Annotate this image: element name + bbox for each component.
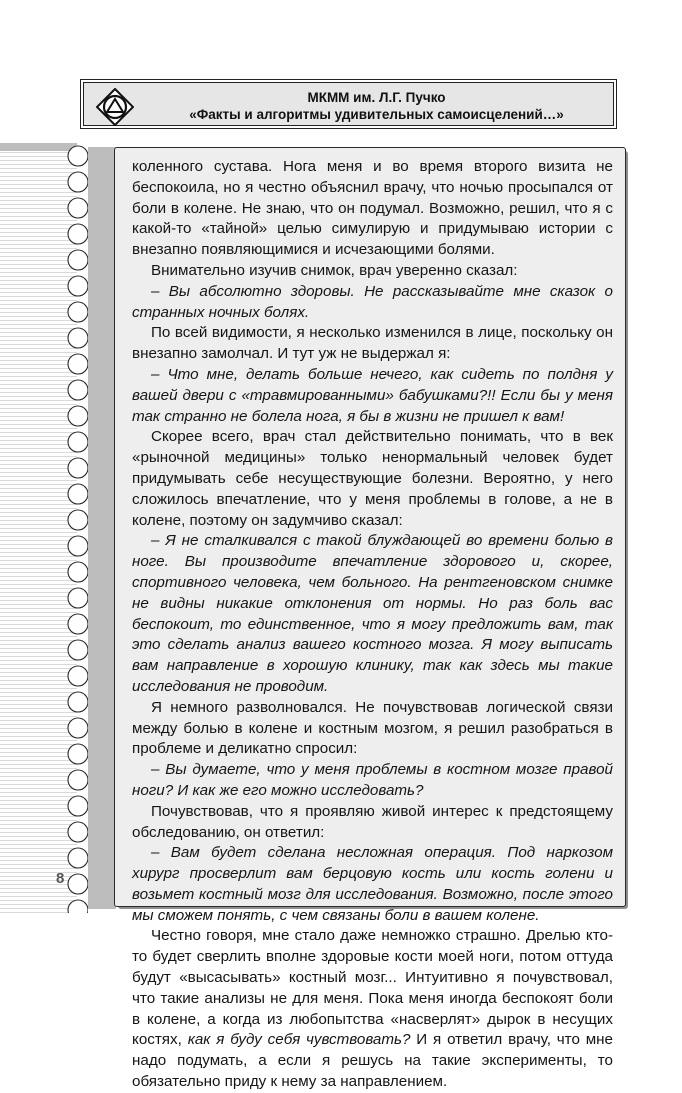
header-title: МКММ им. Л.Г. Пучко xyxy=(307,90,446,105)
paragraph-text: Честно говоря, мне стало даже немножко страшно. Дрелью кто-то будет сверлить вполне здоровые кости моей ноги, потом оттуда будут «высасывать» костный мозг... Интуитивно я почувствовал, что такие анализы не для меня. Пока меня иногда беспокоят боли в колене, а когда из любопытства «насверлят» дырок в несущих костях, xyxy=(132,927,613,1049)
paragraph: Скорее всего, врач стал действительно понимать, что в век «рыночной медицины» только ненормальный человек будет придумывать себе несуществующие болезни. Вероятно, у него сложилось впечатление, что у меня проблемы в голове, а не в колене, поэтому он задумчиво сказал: xyxy=(132,428,613,529)
page-header xyxy=(80,79,617,129)
paragraph xyxy=(132,365,613,427)
paragraph: По всей видимости, я несколько изменился в лице, поскольку он внезапно замолчал. И тут уж не выдержал я: xyxy=(132,324,613,363)
paragraph: Внимательно изучив снимок, врач уверенно сказал: xyxy=(151,261,518,279)
header-subtitle: «Факты и алгоритмы удивительных самоисцелений…» xyxy=(189,107,564,122)
dialogue-italic: – Я не сталкивался с такой блуждающей во времени болью в ноге. Вы производите впечатление здорового и, скорее, спортивного человека, чем больного. На рентгеновском снимке не видны никакие отклонения от нормы. Но раз боль вас беспокоит, то единственное, что я могу предложить вам, так это сделать анализ вашего костного мозга. Я могу выписать вам направление в хорошую клинику, так как здесь мы такие исследования не проводим. xyxy=(132,532,613,695)
paragraph xyxy=(132,282,613,324)
dialogue-italic: – Что мне, делать больше нечего, как сидеть по полдня у вашей двери с «травмированными» бабушками?!! Если бы у меня так странно не болела нога, я бы в жизни не пришел к вам! xyxy=(132,365,613,425)
paragraph: Почувствовав, что я проявляю живой интерес к предстоящему обследованию, он ответил: xyxy=(132,802,613,841)
dialogue-italic: – Вам будет сделана несложная операция. Под наркозом хирург просверлит вам берцовую кость или кость голени и возьмет костный мозг для исследования. Возможно, после этого мы сможем понять, с чем связаны боли в вашем колене. xyxy=(132,844,613,924)
dialogue-italic: – Вы абсолютно здоровы. Не рассказывайте мне сказок о странных ночных болях. xyxy=(132,282,613,321)
page-number: 8 xyxy=(56,870,65,887)
dialogue-italic: – Вы думаете, что у меня проблемы в костном мозге правой ноги? И как же его можно исследовать? xyxy=(132,761,613,799)
frame-gray-strip xyxy=(88,147,116,909)
paragraph xyxy=(132,760,613,802)
paragraph xyxy=(132,926,613,1092)
paragraph-text: И я ответил врачу, что мне надо подумать, а если я решусь на такие эксперименты, то обязательно приду к нему за направлением. xyxy=(132,1031,613,1091)
paragraph: Я немного разволновался. Не почувствовав логической связи между болью в колене и костным мозгом, я решил разобраться в проблеме и деликатно спросил: xyxy=(132,698,613,758)
body-text xyxy=(132,157,613,1093)
triangle-circle-logo-icon xyxy=(96,88,134,126)
paragraph: коленного сустава. Нога меня и во время второго визита не беспокоила, но я честно объяснил врачу, что ночью просыпался от боли в колене. Не знаю, что он подумал. Возможно, решил, что я с какой-то «тайной» целью симулирую и придумываю истории с внезапно появляющимися и исчезающими болями. xyxy=(132,158,613,259)
paragraph xyxy=(132,843,613,926)
header-panel xyxy=(83,82,614,126)
paragraph xyxy=(132,531,613,697)
inline-italic: как я буду себя чувствовать? xyxy=(187,1031,411,1049)
